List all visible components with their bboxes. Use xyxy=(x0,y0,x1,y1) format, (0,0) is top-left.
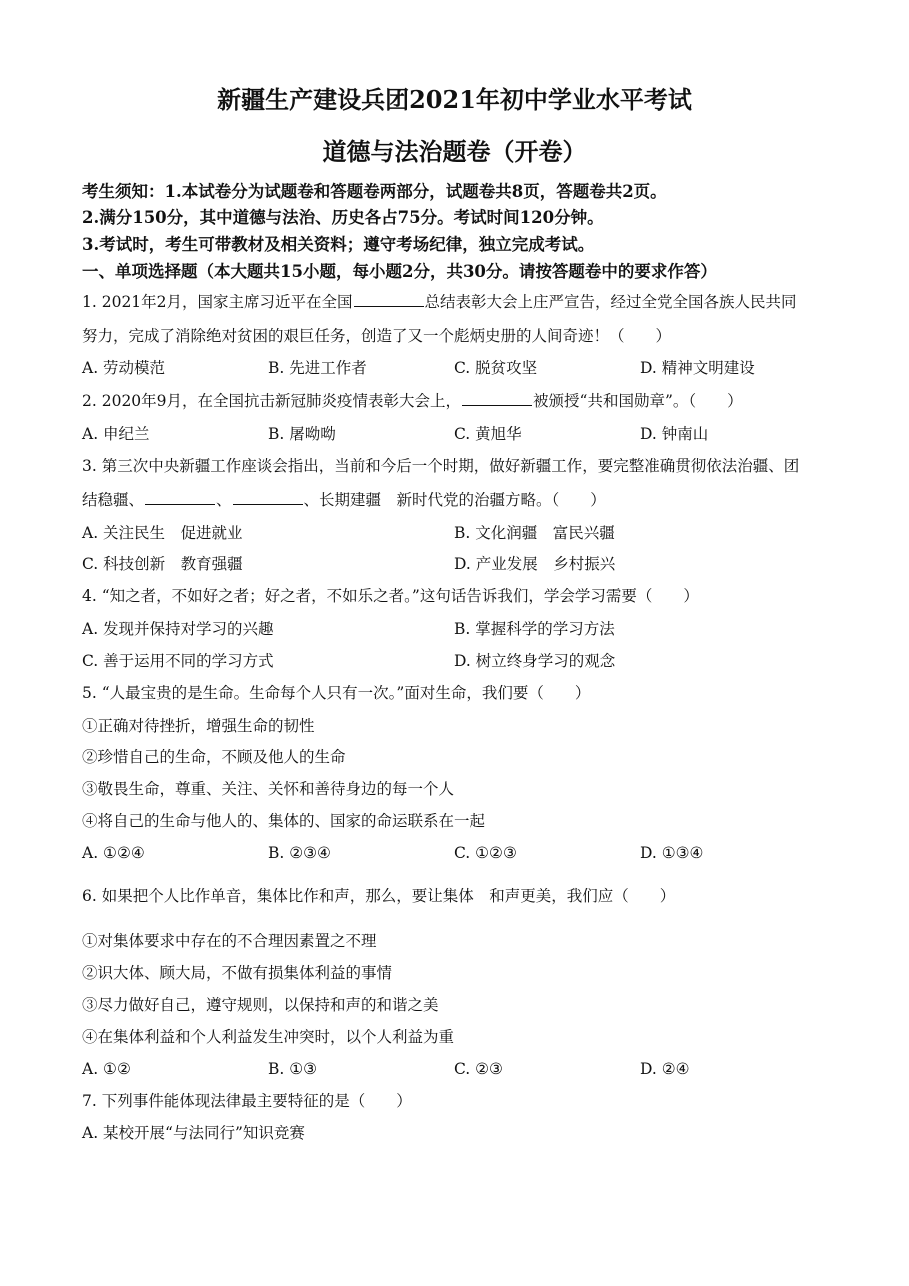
answer-blank xyxy=(233,490,303,505)
question-1-stem xyxy=(82,291,797,313)
q6-option-a: A. ①② xyxy=(82,1060,131,1078)
question-2-stem xyxy=(82,390,743,412)
q5-option-d: D. ①③④ xyxy=(640,844,704,862)
q6-option-c: C. ②③ xyxy=(454,1060,503,1078)
answer-blank xyxy=(354,292,424,307)
question-3-text-c: 、 xyxy=(216,491,232,509)
q2-option-c: C. 黄旭华 xyxy=(454,425,522,443)
q6-item-3: ③尽力做好自己，遵守规则，以保持和声的和谐之美 xyxy=(82,996,439,1014)
question-7-stem: 7. 下列事件能体现法律最主要特征的是（ ） xyxy=(82,1092,412,1110)
answer-blank xyxy=(145,490,215,505)
q6-item-2: ②识大体、顾大局，不做有损集体利益的事情 xyxy=(82,964,393,982)
exam-title: 新疆生产建设兵团2021年初中学业水平考试 xyxy=(217,85,692,114)
section-heading: 一、单项选择题（本大题共15小题，每小题2分，共30分。请按答题卷中的要求作答） xyxy=(82,262,717,281)
q4-option-b: B. 掌握科学的学习方法 xyxy=(454,620,615,638)
question-3-stem-cont xyxy=(82,489,606,511)
q5-item-4: ④将自己的生命与他人的、集体的、国家的命运联系在一起 xyxy=(82,812,486,830)
question-2-text-a: 2. 2020年9月，在全国抗击新冠肺炎疫情表彰大会上， xyxy=(82,392,462,410)
q5-option-a: A. ①②④ xyxy=(82,844,145,862)
question-3-text-b: 结稳疆、 xyxy=(82,491,145,509)
q2-option-a: A. 申纪兰 xyxy=(82,425,150,443)
question-6-stem: 6. 如果把个人比作单音，集体比作和声，那么，要让集体 和声更美，我们应（ ） xyxy=(82,887,676,905)
q5-option-c: C. ①②③ xyxy=(454,844,517,862)
question-3-text-d: 、长期建疆 新时代党的治疆方略。（ ） xyxy=(303,491,606,509)
q6-option-d: D. ②④ xyxy=(640,1060,690,1078)
question-3-stem: 3. 第三次中央新疆工作座谈会指出，当前和今后一个时期，做好新疆工作，要完整准确贯彻依法治疆、团 xyxy=(82,457,800,475)
q1-option-c: C. 脱贫攻坚 xyxy=(454,359,538,377)
question-1-text-a: 1. 2021年2月，国家主席习近平在全国 xyxy=(82,293,353,311)
question-2-text-b: 被颁授“共和国勋章”。（ ） xyxy=(533,392,743,410)
q6-item-4: ④在集体利益和个人利益发生冲突时，以个人利益为重 xyxy=(82,1028,455,1046)
notice-line-3: 3.考试时，考生可带教材及相关资料；遵守考场纪律，独立完成考试。 xyxy=(82,235,595,254)
question-5-stem: 5. “人最宝贵的是生命。生命每个人只有一次。”面对生命，我们要（ ） xyxy=(82,684,591,702)
q1-option-d: D. 精神文明建设 xyxy=(640,359,755,377)
q6-option-b: B. ①③ xyxy=(268,1060,318,1078)
answer-blank xyxy=(462,391,532,406)
q4-option-a: A. 发现并保持对学习的兴趣 xyxy=(82,620,274,638)
question-1-text-b: 总结表彰大会上庄严宣告，经过全党全国各族人民共同 xyxy=(424,293,797,311)
q5-item-2: ②珍惜自己的生命，不顾及他人的生命 xyxy=(82,748,346,766)
q2-option-b: B. 屠呦呦 xyxy=(268,425,336,443)
q3-option-a: A. 关注民生 促进就业 xyxy=(82,524,243,542)
q5-item-1: ①正确对待挫折，增强生命的韧性 xyxy=(82,717,315,735)
q1-option-a: A. 劳动模范 xyxy=(82,359,166,377)
q5-option-b: B. ②③④ xyxy=(268,844,331,862)
notice-line-2: 2.满分150分，其中道德与法治、历史各占75分。考试时间120分钟。 xyxy=(82,208,604,227)
q1-option-b: B. 先进工作者 xyxy=(268,359,367,377)
q3-option-b: B. 文化润疆 富民兴疆 xyxy=(454,524,615,542)
q3-option-d: D. 产业发展 乡村振兴 xyxy=(454,555,616,573)
question-4-stem: 4. “知之者，不如好之者；好之者，不如乐之者。”这句话告诉我们，学会学习需要（ ） xyxy=(82,587,699,605)
exam-subtitle: 道德与法治题卷（开卷） xyxy=(322,137,587,166)
notice-line-1: 考生须知：1.本试卷分为试题卷和答题卷两部分，试题卷共8页，答题卷共2页。 xyxy=(82,182,667,201)
q5-item-3: ③敬畏生命，尊重、关注、关怀和善待身边的每一个人 xyxy=(82,780,455,798)
q4-option-d: D. 树立终身学习的观念 xyxy=(454,652,616,670)
q4-option-c: C. 善于运用不同的学习方式 xyxy=(82,652,274,670)
question-1-stem-cont: 努力，完成了消除绝对贫困的艰巨任务，创造了又一个彪炳史册的人间奇迹！（ ） xyxy=(82,327,672,345)
q2-option-d: D. 钟南山 xyxy=(640,425,709,443)
q3-option-c: C. 科技创新 教育强疆 xyxy=(82,555,243,573)
q6-item-1: ①对集体要求中存在的不合理因素置之不理 xyxy=(82,932,377,950)
q7-option-a: A. 某校开展“与法同行”知识竞赛 xyxy=(82,1124,305,1142)
